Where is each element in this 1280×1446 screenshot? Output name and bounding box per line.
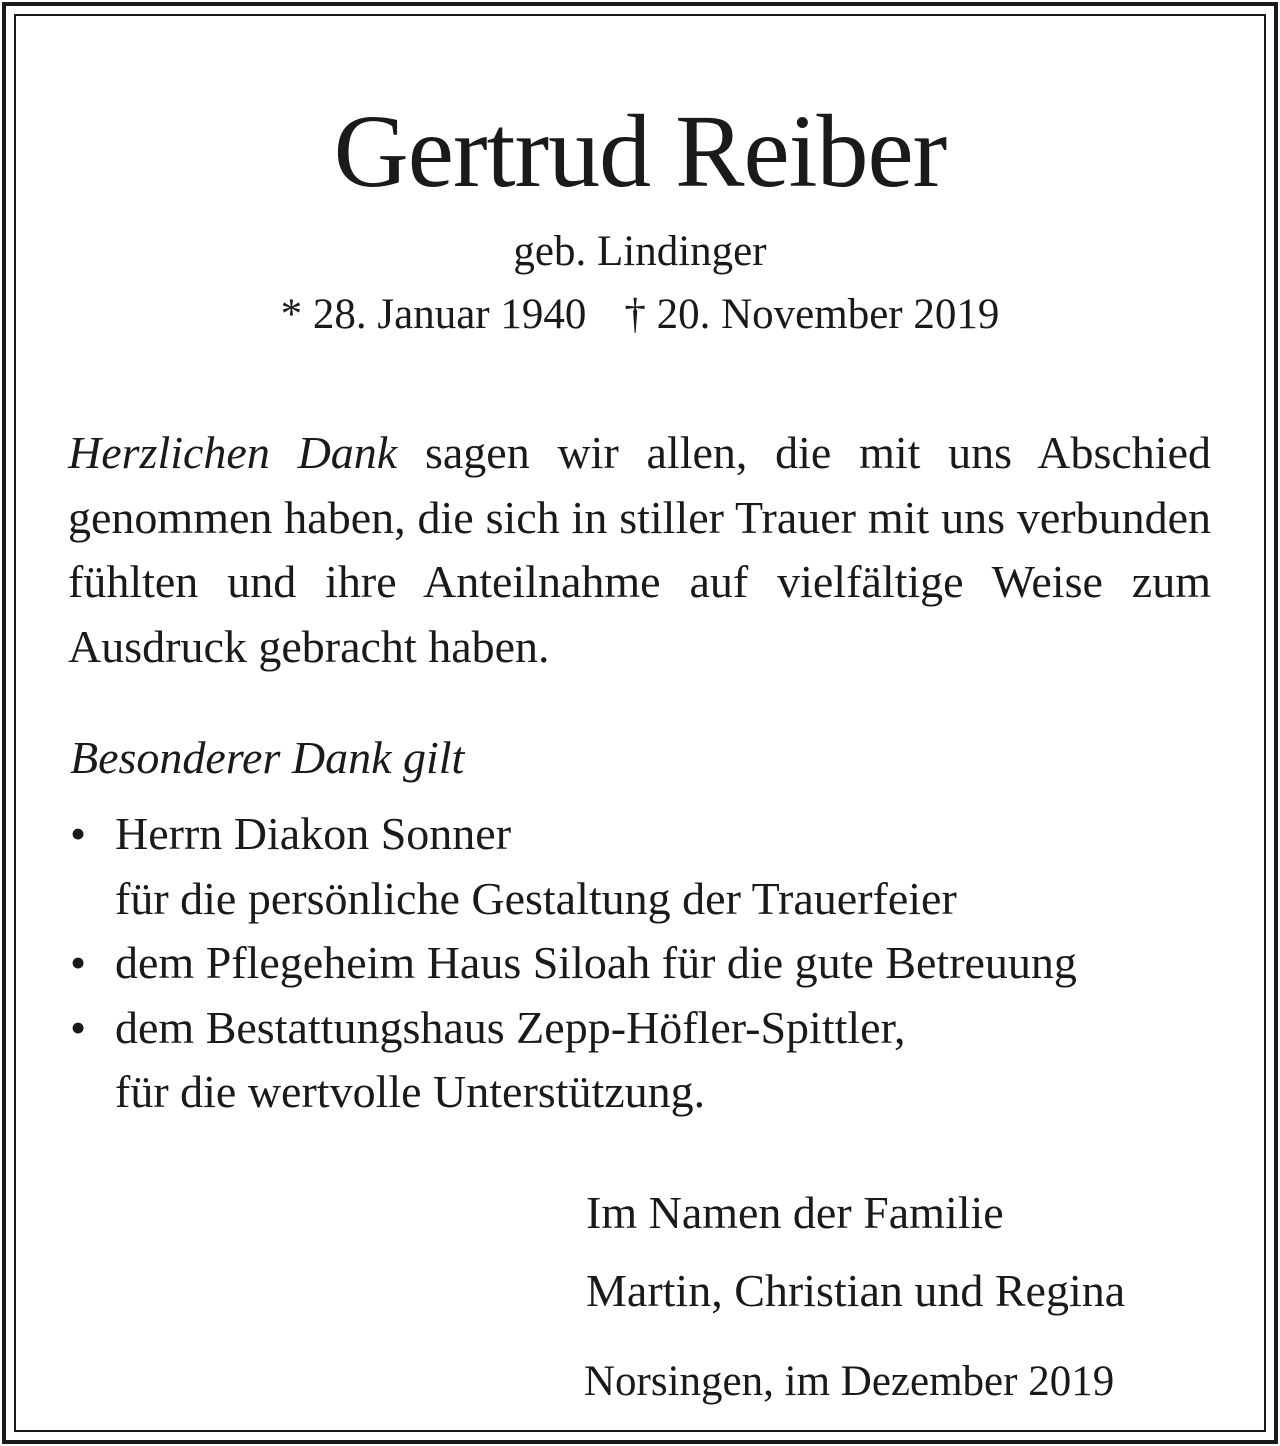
list-item: [68, 802, 1228, 931]
life-dates: [0, 289, 1280, 341]
deceased-name: Gertrud Reiber: [333, 94, 947, 209]
thanks-paragraph: [68, 421, 1211, 679]
list-item-line: für die wertvolle Unterstützung.: [115, 1066, 706, 1117]
thanks-lead: Herzlichen Dank: [68, 427, 398, 478]
bullet: •: [70, 937, 87, 988]
list-item-line: Herrn Diakon Sonner: [115, 808, 512, 859]
special-thanks-list: [68, 802, 1228, 1125]
bullet: •: [70, 808, 87, 859]
list-item-line: für die persönliche Gestaltung der Trauerfeier: [115, 872, 957, 924]
birth-date: * 28. Januar 1940: [280, 291, 587, 338]
special-thanks-heading: Besonderer Dank gilt: [70, 732, 465, 783]
list-item-line: dem Pflegeheim Haus Siloah für die gute Betreuung: [115, 937, 1077, 988]
death-date: † 20. November 2019: [624, 291, 1000, 338]
list-item: [68, 996, 1228, 1125]
bullet: •: [70, 1001, 87, 1053]
signature-names: Martin, Christian und Regina: [586, 1265, 1126, 1316]
thanks-text: sagen wir allen, die mit uns Abschied genommen haben, die sich in stiller Trauer mit uns verbunden fühlten und ihre Anteilnahme auf vielfältige Weise zum Ausdruck gebracht haben.: [68, 427, 1211, 672]
signature-intro: Im Namen der Familie: [586, 1187, 1004, 1238]
signature-block: [586, 1174, 1125, 1330]
list-item-line: dem Bestattungshaus Zepp-Höfler-Spittler,: [115, 1001, 906, 1053]
list-item: [68, 931, 1228, 996]
maiden-name: geb. Lindinger: [513, 228, 767, 275]
place-and-date: Norsingen, im Dezember 2019: [584, 1358, 1115, 1405]
